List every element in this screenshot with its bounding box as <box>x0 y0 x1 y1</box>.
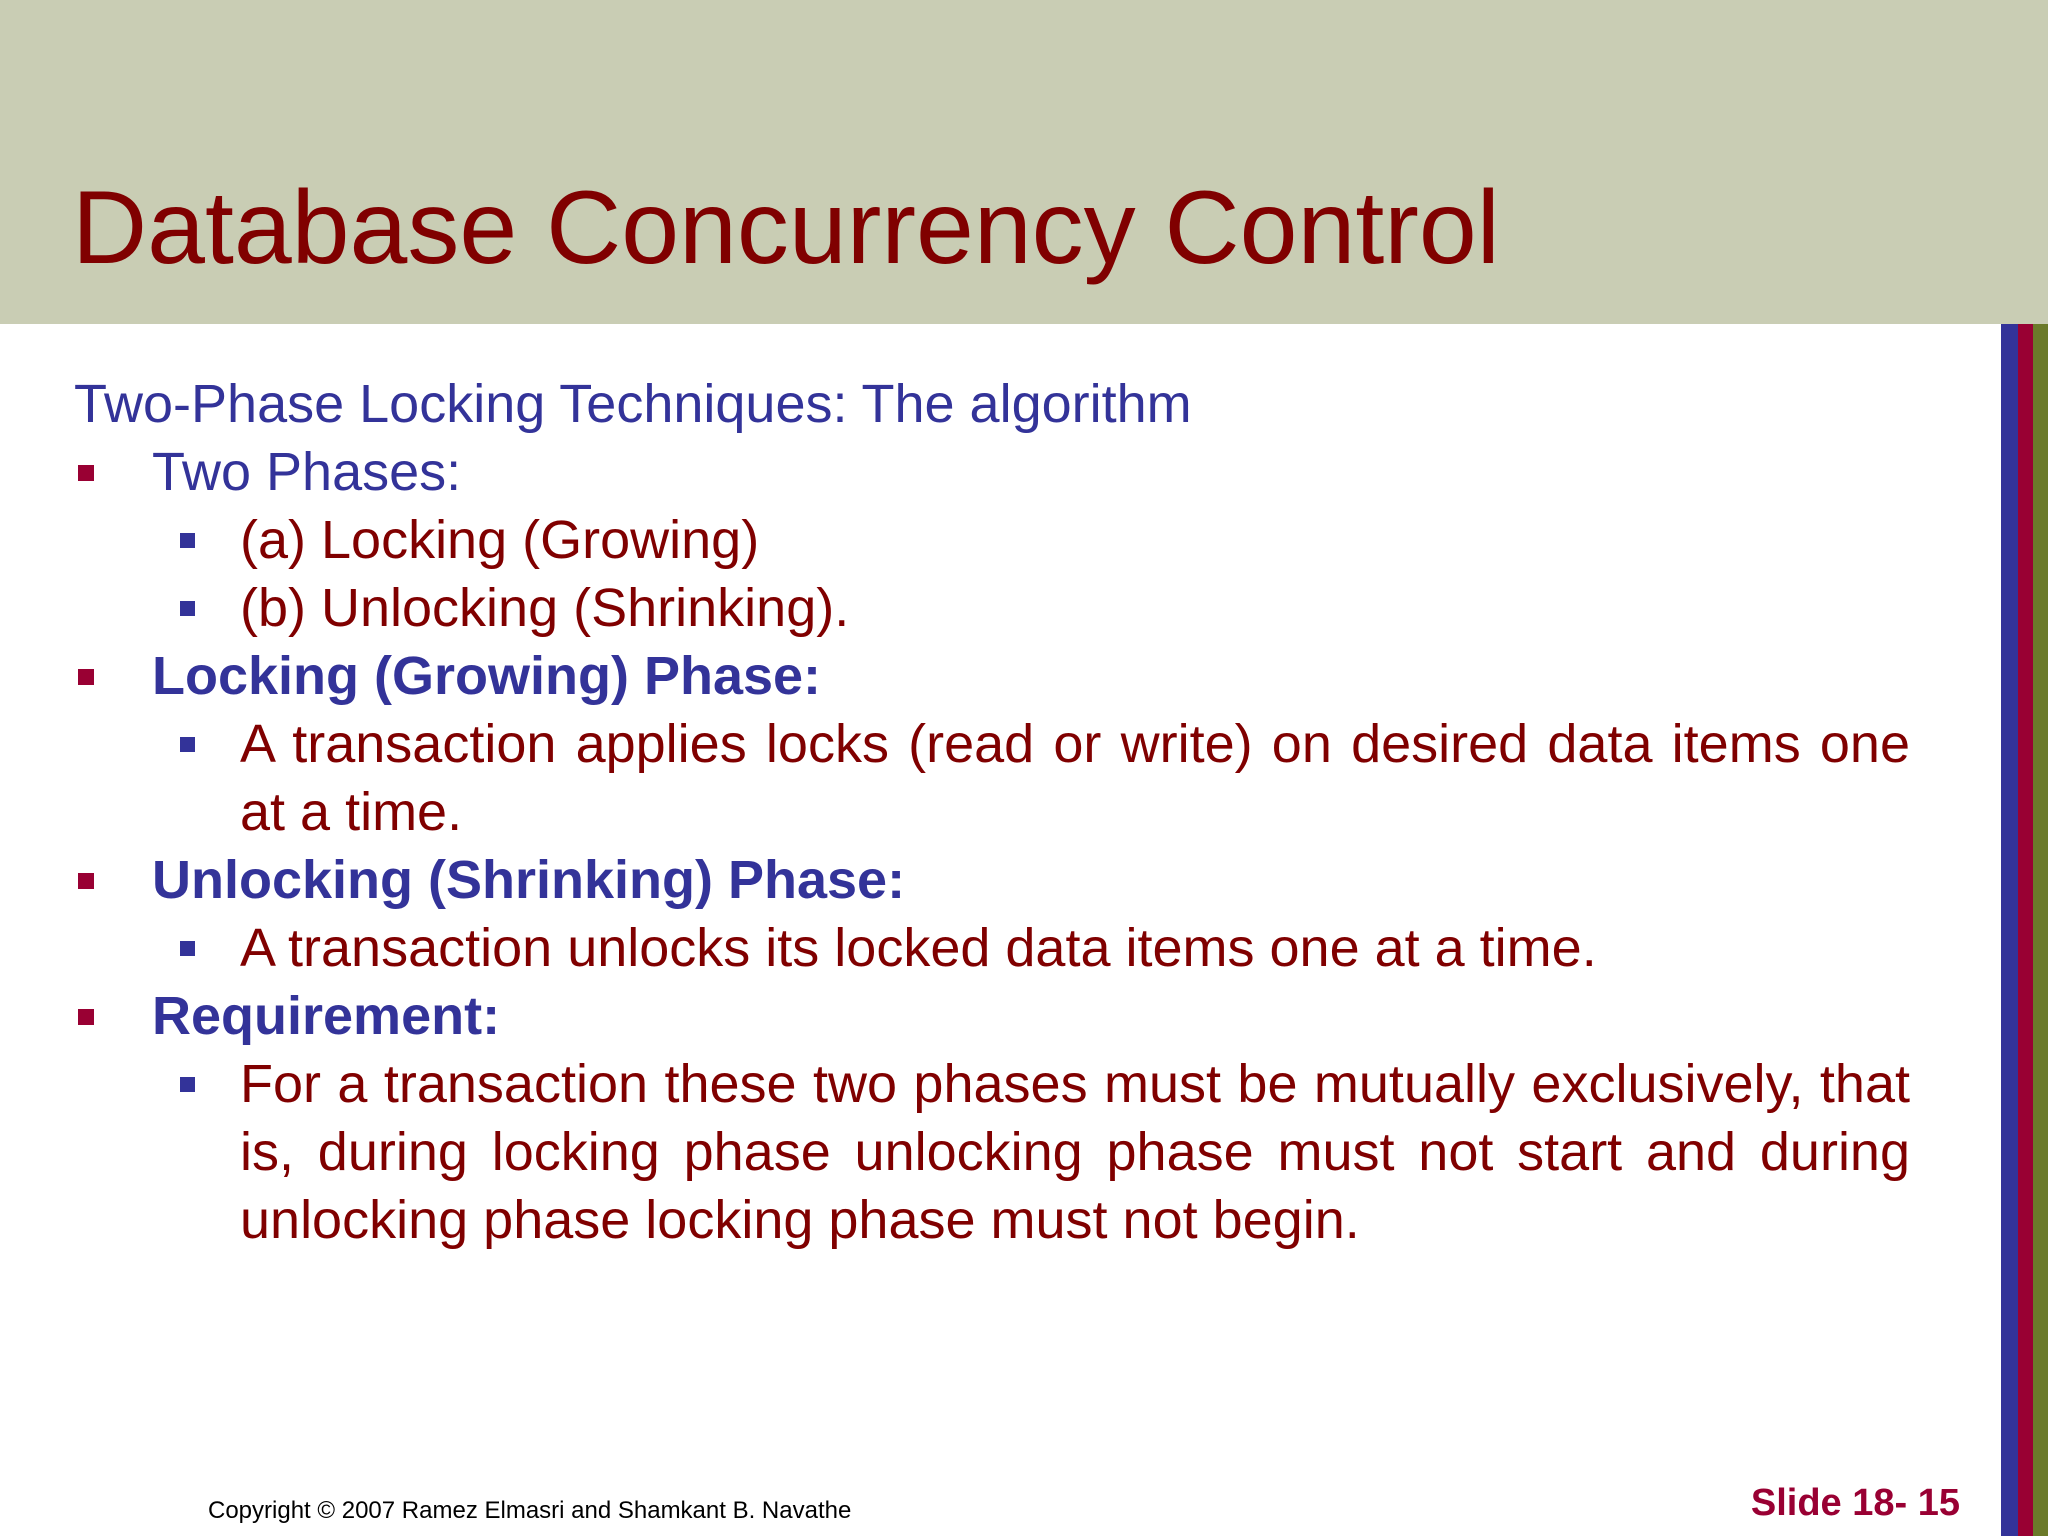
sub-bullet-unlocking-description <box>74 914 1910 982</box>
slide-body <box>74 370 1910 1254</box>
decorative-stripe-blue <box>2001 324 2018 1536</box>
square-bullet-icon <box>180 737 195 752</box>
bullet-requirement <box>74 982 1910 1050</box>
square-bullet-icon <box>78 465 94 481</box>
square-bullet-icon <box>78 873 94 889</box>
copyright-footer: Copyright © 2007 Ramez Elmasri and Shamkant B. Navathe <box>208 1497 852 1524</box>
square-bullet-icon <box>78 1009 94 1025</box>
square-bullet-icon <box>180 1077 195 1092</box>
sub-bullet-text: A transaction applies locks (read or write) on desired data items one at a time. <box>240 714 1910 842</box>
slide-title: Database Concurrency Control <box>72 170 1500 286</box>
bullet-heading: Locking (Growing) Phase: <box>152 646 822 706</box>
bullet-heading: Unlocking (Shrinking) Phase: <box>152 850 906 910</box>
sub-bullet-unlocking <box>74 574 1910 642</box>
bullet-unlocking-phase <box>74 846 1910 914</box>
square-bullet-icon <box>180 601 195 616</box>
sub-bullet-locking <box>74 506 1910 574</box>
bullet-locking-phase <box>74 642 1910 710</box>
bullet-two-phases <box>74 438 1910 506</box>
decorative-stripe-red <box>2018 324 2033 1536</box>
sub-bullet-text: A transaction unlocks its locked data items one at a time. <box>240 918 1597 978</box>
sub-bullet-locking-description <box>74 710 1910 846</box>
square-bullet-icon <box>78 669 94 685</box>
slide-number: Slide 18- 15 <box>1750 1482 1960 1524</box>
sub-bullet-text: (b) Unlocking (Shrinking). <box>240 578 850 638</box>
bullet-heading: Requirement: <box>152 986 501 1046</box>
sub-bullet-text: For a transaction these two phases must be mutually exclusively, that is, during locking phase unlocking phase must not start and during unlocking phase locking phase must not begin. <box>240 1054 1910 1250</box>
bullet-heading: Two Phases: <box>152 442 462 502</box>
square-bullet-icon <box>180 533 195 548</box>
sub-bullet-text: (a) Locking (Growing) <box>240 510 760 570</box>
square-bullet-icon <box>180 941 195 956</box>
decorative-stripe-olive <box>2033 324 2048 1536</box>
slide-subtitle: Two-Phase Locking Techniques: The algorithm <box>74 374 1192 434</box>
sub-bullet-requirement-description <box>74 1050 1910 1254</box>
